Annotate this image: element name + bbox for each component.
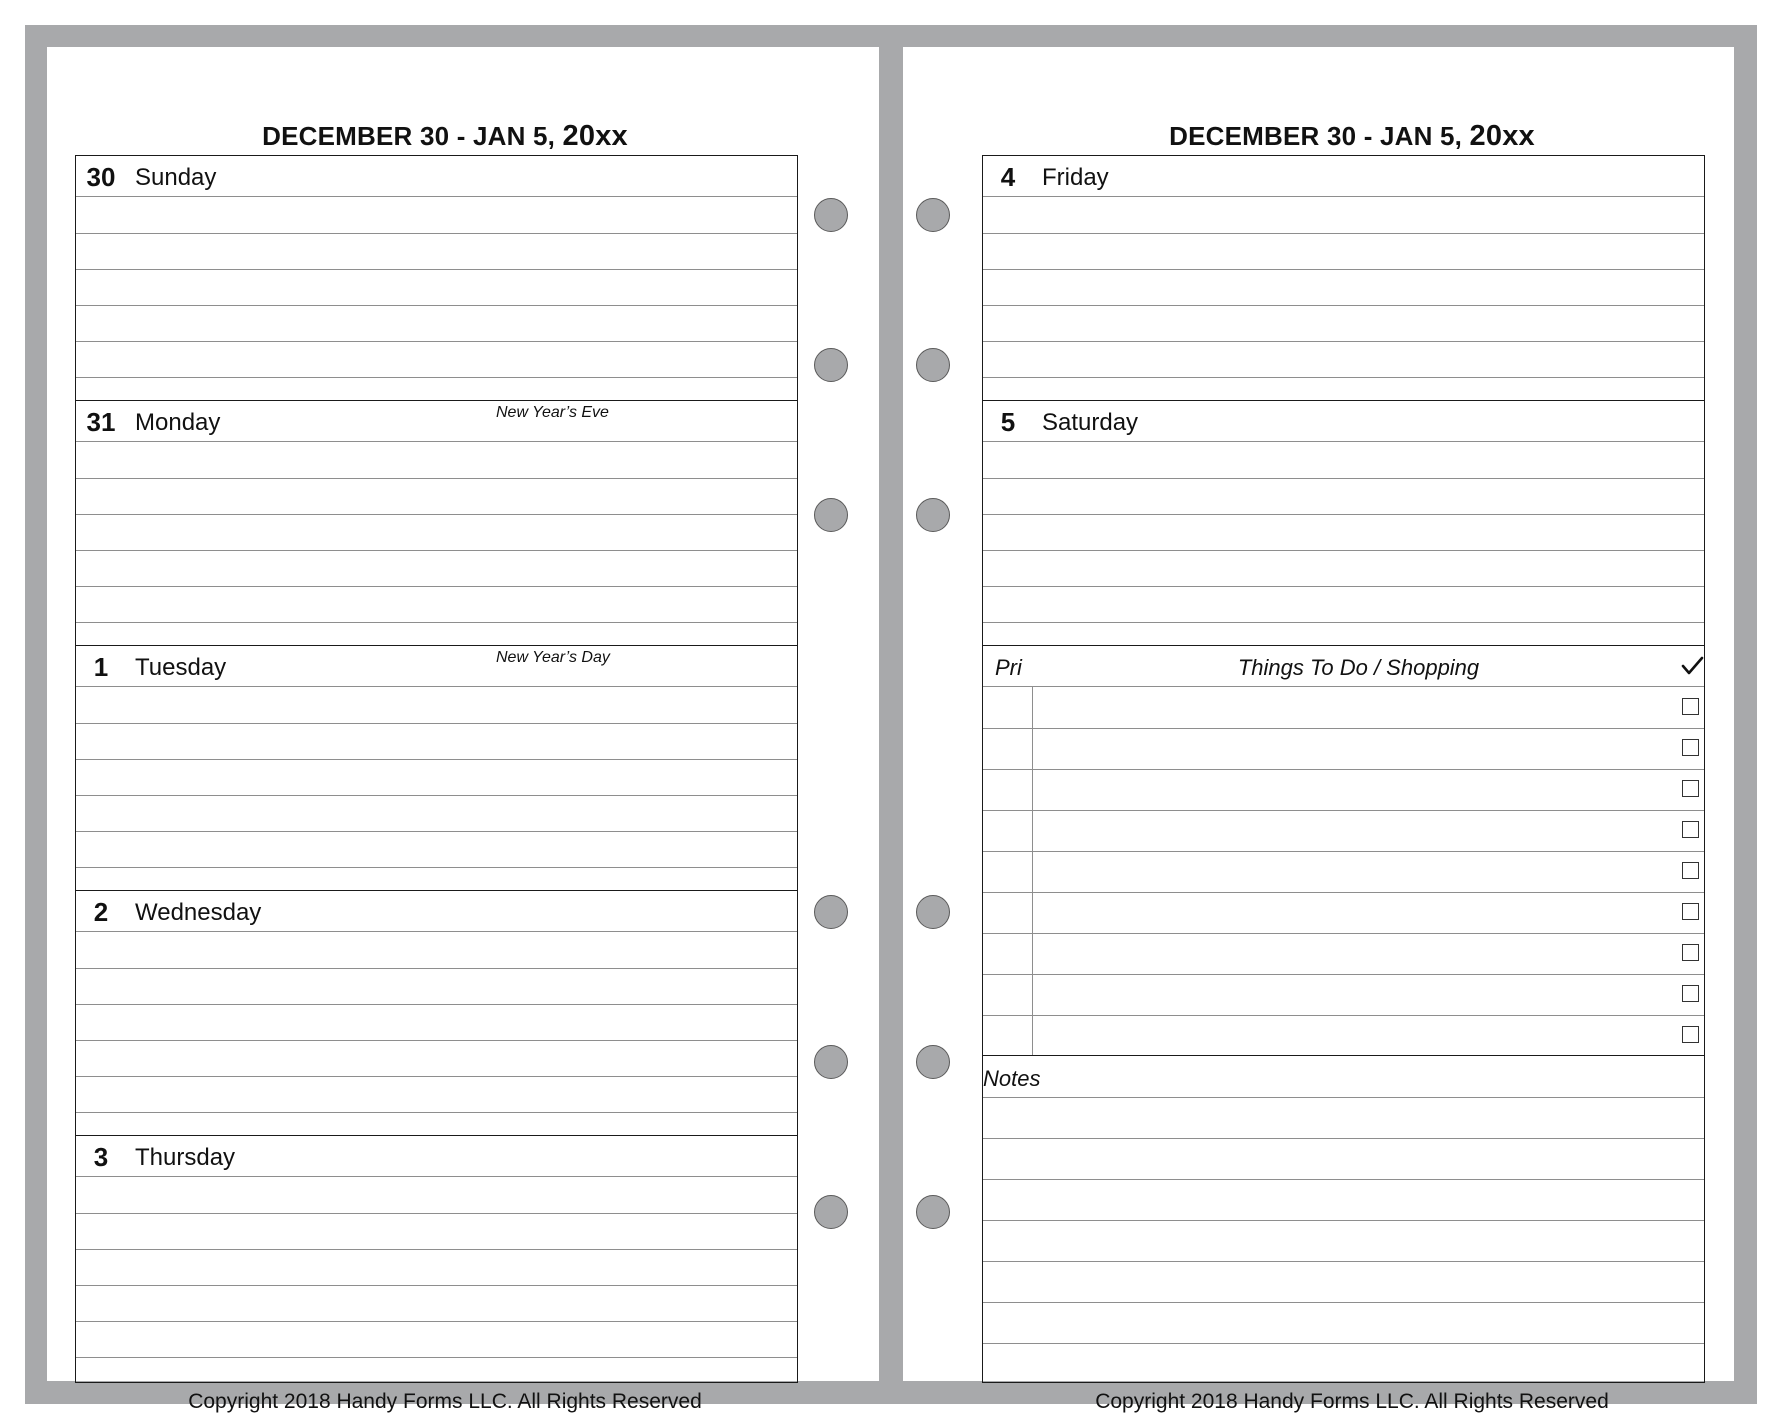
- binder-hole: [916, 348, 950, 382]
- writing-line: [76, 1249, 797, 1250]
- writing-line: [983, 1302, 1704, 1303]
- writing-line: [983, 974, 1704, 975]
- checkmark-icon: [1680, 654, 1704, 678]
- day-block-friday: [983, 156, 1704, 401]
- notes-label: Notes: [983, 1066, 1041, 1091]
- binder-hole: [916, 198, 950, 232]
- binder-hole: [916, 895, 950, 929]
- writing-line: [76, 1076, 797, 1077]
- writing-line: [76, 478, 797, 479]
- writing-line: [76, 1213, 797, 1214]
- todo-checkbox[interactable]: [1682, 985, 1699, 1002]
- binder-hole: [916, 1045, 950, 1079]
- day-number: 31: [86, 407, 116, 437]
- writing-line: [983, 769, 1704, 770]
- left-page-title: DECEMBER 30 - JAN 5, 20xx: [262, 120, 628, 152]
- todo-header: [983, 646, 1704, 687]
- day-block-saturday: [983, 401, 1704, 646]
- day-block-wednesday: [76, 891, 797, 1136]
- day-name: Thursday: [135, 1144, 236, 1171]
- right-days-box: [982, 155, 1705, 1383]
- todo-checkbox[interactable]: [1682, 1026, 1699, 1043]
- writing-line: [983, 478, 1704, 479]
- writing-line: [76, 1285, 797, 1286]
- holiday-label: New Year’s Eve: [496, 404, 609, 421]
- day-number: 2: [93, 897, 109, 927]
- writing-line: [76, 759, 797, 760]
- writing-line: [983, 892, 1704, 893]
- writing-line: [983, 851, 1704, 852]
- binder-hole: [814, 895, 848, 929]
- writing-line: [983, 1138, 1704, 1139]
- writing-line: [983, 1097, 1704, 1098]
- writing-line: [983, 728, 1704, 729]
- writing-line: [76, 550, 797, 551]
- todo-checkbox[interactable]: [1682, 903, 1699, 920]
- writing-line: [76, 867, 797, 868]
- writing-line: [76, 968, 797, 969]
- day-number: 3: [93, 1142, 109, 1172]
- todo-checkbox[interactable]: [1682, 862, 1699, 879]
- binder-hole: [916, 498, 950, 532]
- day-block-thursday: [76, 1136, 797, 1381]
- todo-section: [983, 646, 1704, 1056]
- binder-hole: [814, 1045, 848, 1079]
- writing-line: [76, 377, 797, 378]
- writing-line: [76, 1004, 797, 1005]
- day-name: Saturday: [1042, 409, 1139, 436]
- writing-line: [76, 514, 797, 515]
- writing-line: [983, 810, 1704, 811]
- writing-line: [76, 831, 797, 832]
- binder-hole: [814, 198, 848, 232]
- binder-hole: [814, 498, 848, 532]
- writing-line: [76, 1357, 797, 1358]
- day-name: Monday: [135, 409, 221, 436]
- writing-line: [76, 269, 797, 270]
- todo-checkbox[interactable]: [1682, 821, 1699, 838]
- writing-line: [983, 305, 1704, 306]
- day-number: 5: [1000, 407, 1016, 437]
- day-block-sunday: [76, 156, 797, 401]
- writing-line: [76, 1321, 797, 1322]
- priority-column-divider: [1032, 687, 1033, 1055]
- writing-line: [983, 1261, 1704, 1262]
- day-name: Tuesday: [135, 654, 227, 681]
- right-page-title: DECEMBER 30 - JAN 5, 20xx: [1169, 120, 1535, 152]
- holiday-label: New Year’s Day: [496, 649, 610, 666]
- writing-line: [76, 233, 797, 234]
- writing-line: [983, 550, 1704, 551]
- day-number: 4: [1000, 162, 1016, 192]
- copyright-text: Copyright 2018 Handy Forms LLC. All Rights Reserved: [1095, 1390, 1609, 1413]
- todo-title: Things To Do / Shopping: [1237, 655, 1480, 680]
- writing-line: [76, 341, 797, 342]
- writing-line: [983, 341, 1704, 342]
- day-name: Sunday: [135, 164, 217, 191]
- day-block-monday: [76, 401, 797, 646]
- copyright-text: Copyright 2018 Handy Forms LLC. All Rights Reserved: [188, 1390, 702, 1413]
- left-days-box: [75, 155, 798, 1383]
- writing-line: [983, 233, 1704, 234]
- todo-checkbox[interactable]: [1682, 944, 1699, 961]
- writing-line: [983, 377, 1704, 378]
- writing-line: [76, 622, 797, 623]
- todo-checkbox[interactable]: [1682, 780, 1699, 797]
- todo-checkbox[interactable]: [1682, 739, 1699, 756]
- day-block-tuesday: [76, 646, 797, 891]
- writing-line: [983, 269, 1704, 270]
- day-name: Wednesday: [135, 899, 262, 926]
- writing-line: [983, 1343, 1704, 1344]
- writing-line: [76, 305, 797, 306]
- writing-line: [76, 723, 797, 724]
- writing-line: [983, 1179, 1704, 1180]
- writing-line: [983, 586, 1704, 587]
- writing-line: [983, 1015, 1704, 1016]
- day-number: 1: [93, 652, 109, 682]
- writing-line: [983, 933, 1704, 934]
- writing-line: [983, 1220, 1704, 1221]
- writing-line: [76, 1112, 797, 1113]
- left-page: [47, 47, 879, 1413]
- writing-line: [76, 586, 797, 587]
- day-name: Friday: [1042, 164, 1109, 191]
- writing-line: [76, 1040, 797, 1041]
- binder-hole: [916, 1195, 950, 1229]
- writing-line: [76, 795, 797, 796]
- day-number: 30: [86, 162, 116, 192]
- todo-checkbox[interactable]: [1682, 698, 1699, 715]
- writing-line: [983, 622, 1704, 623]
- right-page: [903, 47, 1734, 1413]
- writing-line: [983, 514, 1704, 515]
- binder-hole: [814, 348, 848, 382]
- priority-label: Pri: [995, 655, 1022, 680]
- binder-hole: [814, 1195, 848, 1229]
